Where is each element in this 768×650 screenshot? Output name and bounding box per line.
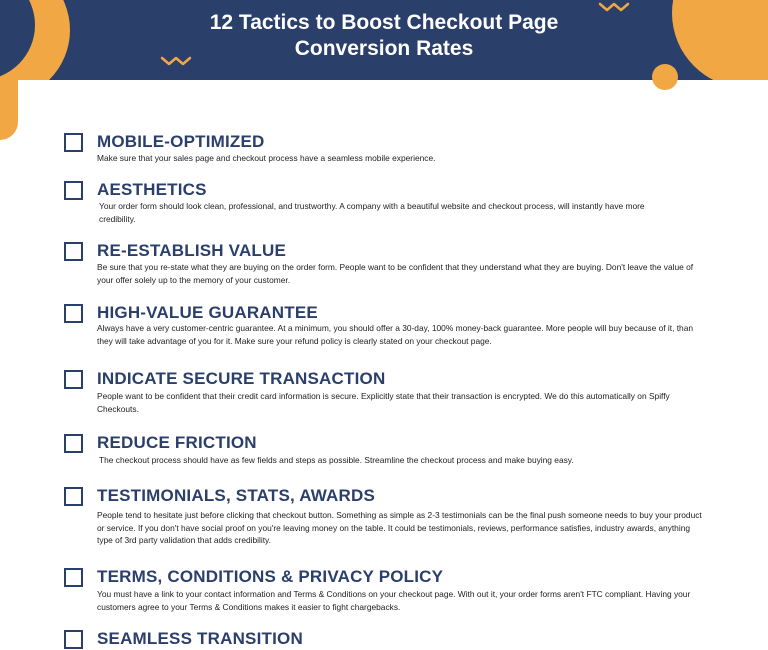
tactic-title: RE-ESTABLISH VALUE: [97, 241, 287, 260]
tactic-title: AESTHETICS: [97, 180, 207, 199]
tactic-description: You must have a link to your contact information and Terms & Conditions on your checkout page. With out it, your order forms aren't FTC compliant. Having your customers agree to your Terms & Conditions makes it easier to fight chargebacks.: [97, 589, 691, 612]
zigzag-icon: [598, 1, 632, 13]
checkbox-icon[interactable]: [64, 434, 83, 453]
checkbox-icon[interactable]: [64, 370, 83, 389]
checkbox-icon[interactable]: [64, 304, 83, 323]
tactic-description: Be sure that you re-state what they are buying on the order form. People want to be confident that they understand what they are buying. Don't leave the value of your offer solely up to the memory of your customer.: [97, 262, 694, 285]
tactic-description: People want to be confident that their credit card information is secure. Explicitly state that their transaction is encrypted. We do this automatically on Spiffy Checkouts.: [97, 391, 670, 414]
zigzag-icon: [160, 55, 192, 67]
page-header: [0, 0, 768, 80]
decorative-strip-left: [0, 80, 18, 140]
tactic-title: TESTIMONIALS, STATS, AWARDS: [97, 486, 376, 505]
checkbox-icon[interactable]: [64, 133, 83, 152]
checkbox-icon[interactable]: [64, 568, 83, 587]
tactic-title: INDICATE SECURE TRANSACTION: [97, 369, 386, 388]
checkbox-icon[interactable]: [64, 242, 83, 261]
tactic-description: Make sure that your sales page and checkout process have a seamless mobile experience.: [97, 153, 436, 163]
tactic-title: SEAMLESS TRANSITION: [97, 629, 303, 648]
tactic-title: REDUCE FRICTION: [97, 433, 257, 452]
tactic-title: MOBILE-OPTIMIZED: [97, 132, 265, 151]
tactic-description: The checkout process should have as few fields and steps as possible. Streamline the checkout process and make buying easy.: [99, 455, 574, 465]
tactic-description: Always have a very customer-centric guarantee. At a minimum, you should offer a 30-day, 100% money-back guarantee. More people will buy because of it, than they will take advantage of you for it. Make sure your refund policy is clearly stated on your checkout page.: [97, 323, 694, 346]
page-title: [0, 10, 768, 62]
tactic-title: TERMS, CONDITIONS & PRIVACY POLICY: [97, 567, 444, 586]
checkbox-icon[interactable]: [64, 181, 83, 200]
checkbox-icon[interactable]: [64, 487, 83, 506]
tactic-title: HIGH-VALUE GUARANTEE: [97, 303, 318, 322]
page-title-line-1: 12 Tactics to Boost Checkout Page: [209, 11, 559, 34]
tactic-description: People tend to hesitate just before clicking that checkout button. Something as simple as 2-3 testimonials can be the final push someone needs to buy your product or service. If you don't have social proof on you're leaving money on the table. It could be testimonials, reviews, performance satisfies, industry awards, anything type of 3rd party validation that adds credibility.: [97, 510, 702, 545]
page-title-line-2: Conversion Rates: [294, 37, 474, 60]
checkbox-icon[interactable]: [64, 630, 83, 649]
decorative-dot: [652, 64, 678, 90]
tactic-description: Your order form should look clean, professional, and trustworthy. A company with a beautiful website and checkout process, will instantly have more credibility.: [99, 201, 645, 224]
